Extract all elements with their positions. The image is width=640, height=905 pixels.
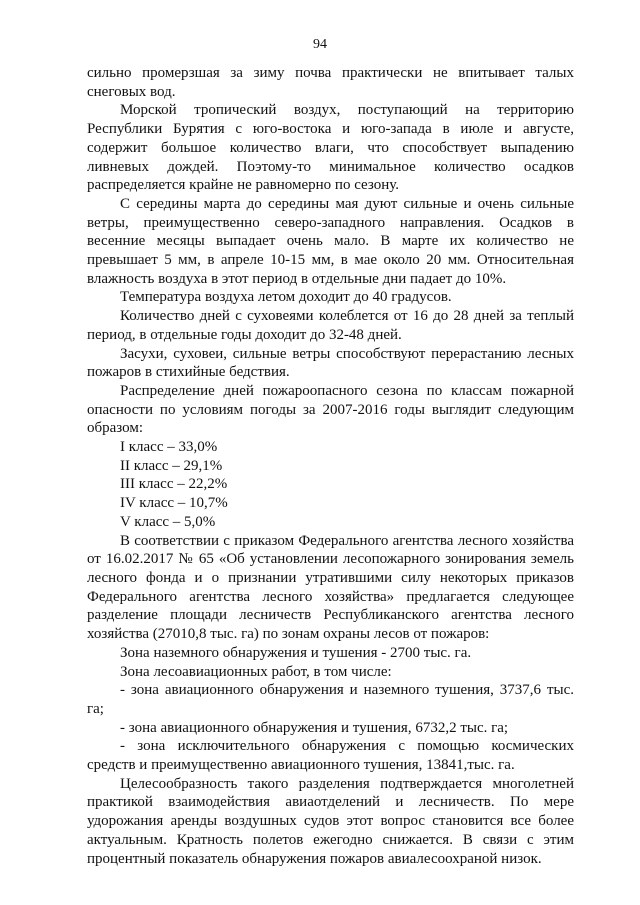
paragraph: Распределение дней пожароопасного сезона по классам пожарной опасности по условиям погоды за 2007-2016 годы выглядит следующим образом: <box>87 382 574 437</box>
fire-class-item: III класс – 22,2% <box>120 476 228 493</box>
page-body <box>87 64 574 868</box>
paragraph: С середины марта до середины мая дуют сильные и очень сильные ветры, преимущественно северо-западного направления. Осадков в весенние месяцы выпадает очень мало. В марте их количество не превышает 5 мм, в апреле 10-15 мм, в мае около 20 мм. Относительная влажность воздуха в этот период в отдельные дни падает до 10%. <box>87 195 574 287</box>
fire-class-item: I класс – 33,0% <box>120 439 218 456</box>
fire-class-item: V класс – 5,0% <box>120 513 216 530</box>
paragraph: Морской тропический воздух, поступающий на территорию Республики Бурятия с юго-востока и юго-запада в июле и августе, содержит большое количество влаги, что способствует выпадению ливневых дождей. Поэтому-то минимальное количество осадков распределяется крайне не равномерно по сезону. <box>87 102 574 194</box>
paragraph: - зона авиационного обнаружения и наземного тушения, 3737,6 тыс. га; <box>87 682 574 717</box>
fire-class-item: IV класс – 10,7% <box>120 495 228 512</box>
paragraph: - зона авиационного обнаружения и тушения, 6732,2 тыс. га; <box>120 719 509 736</box>
page-number: 94 <box>313 37 327 52</box>
paragraph: Целесообразность такого разделения подтверждается многолетней практикой взаимодействия авиаотделений и лесничеств. По мере удорожания аренды воздушных судов этот вопрос становится все более актуальным. Кратность полетов ежегодно снижается. В связи с этим процентный показатель обнаружения пожаров авиалесоохраной низок. <box>87 775 574 867</box>
paragraph: Температура воздуха летом доходит до 40 градусов. <box>120 289 452 306</box>
paragraph: Зона наземного обнаружения и тушения - 2700 тыс. га. <box>120 644 472 661</box>
paragraph: сильно промерзшая за зиму почва практически не впитывает талых снеговых вод. <box>87 65 574 100</box>
paragraph: Засухи, суховеи, сильные ветры способствуют перерастанию лесных пожаров в стихийные бедствия. <box>87 345 574 381</box>
paragraph: В соответствии с приказом Федерального агентства лесного хозяйства от 16.02.2017 № 65 «Об установлении лесопожарного зонирования земель лесного фонда и о признании утратившими силу некоторых приказов Федерального агентства лесного хозяйства» предлагается следующее разделение площади лесничеств Республиканского агентства лесного хозяйства (27010,8 тыс. га) по зонам охраны лесов от пожаров: <box>87 532 574 643</box>
paragraph: Количество дней с суховеями колеблется от 16 до 28 дней за теплый период, в отдельные годы доходит до 32-48 дней. <box>87 308 574 343</box>
paragraph: - зона исключительного обнаружения с помощью космических средств и преимущественно авиационного тушения, 13841,тыс. га. <box>87 738 574 774</box>
fire-class-item: II класс – 29,1% <box>120 457 223 474</box>
paragraph: Зона лесоавиационных работ, в том числе: <box>120 663 392 680</box>
